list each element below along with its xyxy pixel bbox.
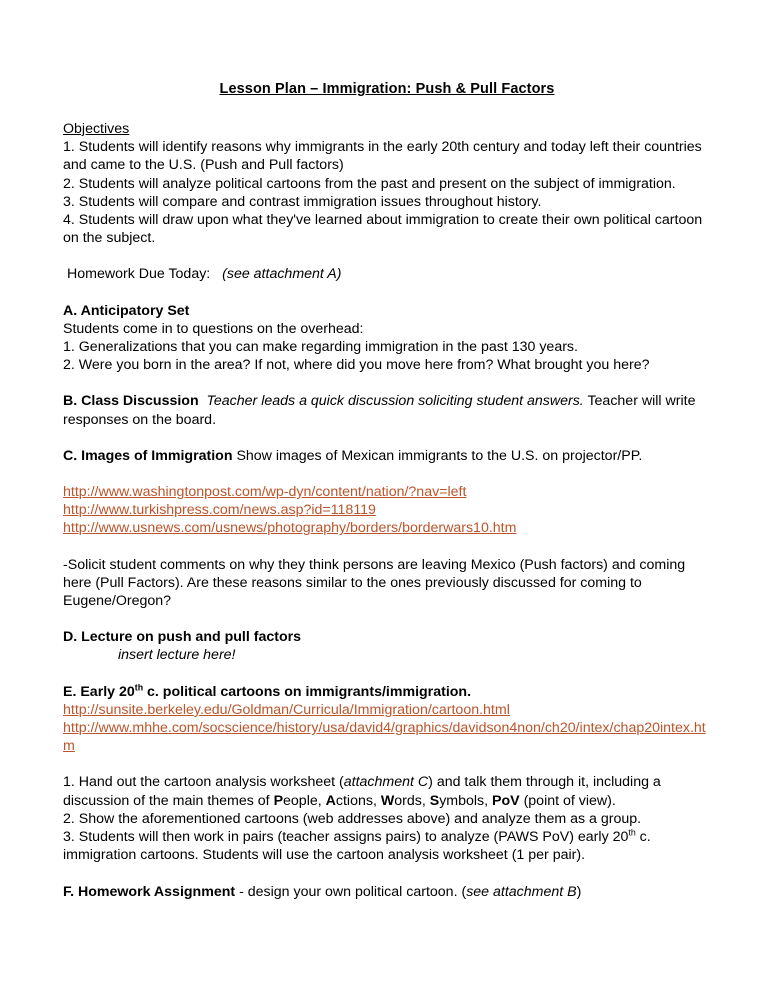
section-e-heading	[63, 683, 711, 701]
section-b-heading: B. Class Discussion	[63, 393, 199, 410]
spacer	[63, 865, 711, 883]
section-c-heading: C. Images of Immigration	[63, 447, 233, 464]
section-c-links	[63, 483, 711, 538]
section-e	[63, 683, 711, 756]
section-c-solicit-paragraph: -Solicit student comments on why they think persons are leaving Mexico (Push factors) and coming here (Pull Factors). Are these reasons similar to the ones previously discussed for coming to Eugene/Oregon?	[63, 556, 686, 610]
section-f-heading: F. Homework Assignment	[63, 883, 236, 900]
theme-pov: PoV	[492, 792, 520, 809]
section-b	[63, 392, 711, 428]
section-f-end-text: )	[576, 883, 582, 900]
link-turkishpress[interactable]: http://www.turkishpress.com/news.asp?id=118119	[63, 502, 376, 519]
section-d-heading: D. Lecture on push and pull factors	[63, 629, 302, 646]
section-b-rest-text: Teacher will write responses on the board.	[63, 393, 696, 428]
section-d-note: insert lecture here!	[118, 647, 236, 664]
section-a-heading: A. Anticipatory Set	[63, 302, 190, 319]
section-e-heading-superscript: th	[134, 681, 144, 692]
section-a-question-1: 1. Generalizations that you can make regarding immigration in the past 130 years.	[63, 339, 578, 356]
theme-actions: Actions,	[325, 792, 381, 809]
objective-item-4: 4. Students will draw upon what they've learned about immigration to create their own political cartoon on the subject.	[63, 212, 703, 247]
step3-post: c. immigration cartoons. Students will use the cartoon analysis worksheet (1 per pair).	[63, 829, 651, 864]
section-c-rest-text: Show images of Mexican immigrants to the U.S. on projector/PP.	[232, 447, 643, 464]
spacer	[63, 538, 711, 556]
homework-due-line	[63, 265, 711, 283]
section-e-step-1	[63, 773, 711, 809]
theme-symbols: Symbols,	[429, 792, 493, 809]
section-a-question-2: 2. Were you born in the area? If not, where did you move here from? What brought you here?	[63, 357, 650, 374]
section-e-step-2: 2. Show the aforementioned cartoons (web addresses above) and analyze them as a group.	[63, 810, 642, 827]
link-usnews[interactable]: http://www.usnews.com/usnews/photography/borders/borderwars10.htm	[63, 520, 517, 537]
objective-item-1: 1. Students will identify reasons why immigrants in the early 20th century and today left their countries and came to the U.S. (Push and Pull factors)	[63, 139, 702, 174]
spacer	[63, 610, 711, 628]
section-e-heading-post: c. political cartoons on immigrants/immigration.	[143, 683, 472, 700]
section-f-italic-text: see attachment B	[466, 883, 577, 900]
homework-due-attachment-note: (see attachment A)	[222, 266, 342, 283]
section-a-intro: Students come in to questions on the overhead:	[63, 320, 364, 337]
step3-pre: 3. Students will then work in pairs (teacher assigns pairs) to analyze (PAWS PoV) early 20	[63, 829, 629, 846]
step1-mid: ) and talk them through it, including a discussion of the main themes of	[63, 774, 661, 809]
step1-pre: 1. Hand out the cartoon analysis worksheet (	[63, 774, 344, 791]
section-b-italic-text: Teacher leads a quick discussion soliciting student answers.	[206, 393, 584, 410]
theme-words: Words,	[380, 792, 430, 809]
step1-italic-attachment: attachment C	[343, 774, 429, 791]
page-title: Lesson Plan – Immigration: Push & Pull Factors	[219, 81, 555, 97]
objectives-section	[63, 120, 711, 247]
spacer	[63, 465, 711, 483]
spacer	[63, 284, 711, 302]
section-f	[63, 883, 711, 901]
section-f-rest-text: - design your own political cartoon. (	[235, 883, 467, 900]
link-berkeley-sunsite[interactable]: http://sunsite.berkeley.edu/Goldman/Curricula/Immigration/cartoon.html	[63, 701, 510, 718]
spacer	[63, 429, 711, 447]
spacer	[63, 665, 711, 683]
theme-people: People,	[273, 792, 326, 809]
homework-due-label: Homework Due Today:	[67, 266, 211, 283]
link-washingtonpost[interactable]: http://www.washingtonpost.com/wp-dyn/content/nation/?nav=left	[63, 484, 467, 501]
objective-item-2: 2. Students will analyze political cartoons from the past and present on the subject of immigration.	[63, 175, 676, 192]
spacer	[63, 374, 711, 392]
step3-superscript: th	[628, 827, 636, 838]
section-d	[63, 628, 711, 664]
section-a	[63, 302, 711, 375]
spacer	[63, 755, 711, 773]
section-e-heading-pre: E. Early 20	[63, 683, 135, 700]
section-e-step-3	[63, 828, 711, 864]
objective-item-3: 3. Students will compare and contrast immigration issues throughout history.	[63, 193, 542, 210]
step1-post: (point of view).	[519, 792, 616, 809]
objectives-heading: Objectives	[63, 121, 130, 137]
link-mhhe[interactable]: http://www.mhhe.com/socscience/history/usa/david4/graphics/davidson4non/ch20/intex/chap20intex.htm	[63, 720, 706, 755]
spacer	[63, 247, 711, 265]
section-c-heading-line	[63, 447, 711, 465]
